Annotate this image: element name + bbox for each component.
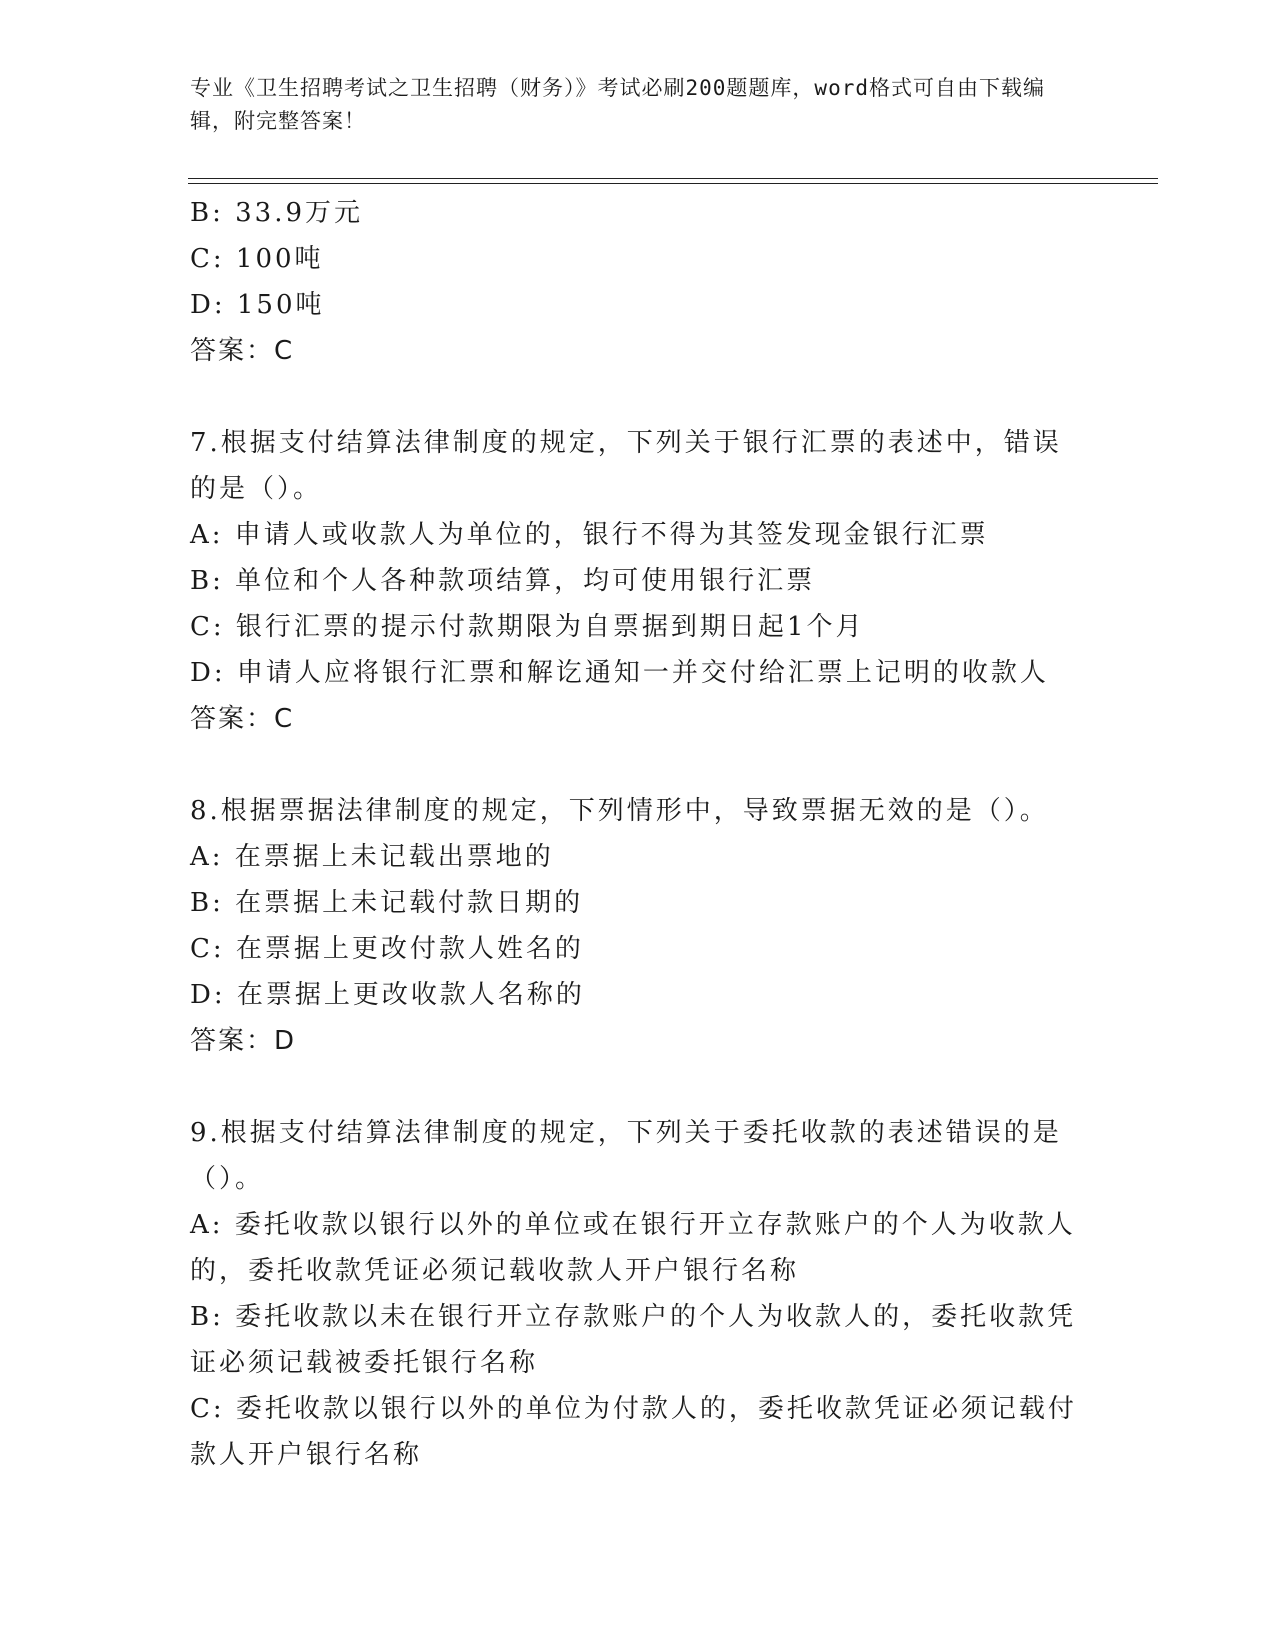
- option-a: A: 申请人或收款人为单位的，银行不得为其签发现金银行汇票: [190, 520, 989, 550]
- answer-line: 答案：D: [190, 1026, 297, 1056]
- option-d: D: 150吨: [190, 290, 325, 320]
- question-8: [190, 788, 1090, 1064]
- option-c: C: 在票据上更改付款人姓名的: [190, 934, 584, 964]
- answer-line: 答案：C: [190, 704, 295, 734]
- option-b: B: 在票据上未记载付款日期的: [190, 888, 584, 918]
- option-c: C: 银行汇票的提示付款期限为自票据到期日起1个月: [190, 612, 865, 642]
- option-a: A: 在票据上未记载出票地的: [190, 842, 554, 872]
- option-d: D: 申请人应将银行汇票和解讫通知一并交付给汇票上记明的收款人: [190, 658, 1049, 688]
- question-7: [190, 420, 1090, 742]
- document-body: [190, 190, 1090, 1478]
- answer-line: 答案：C: [190, 336, 295, 366]
- option-b: B: 单位和个人各种款项结算，均可使用银行汇票: [190, 566, 816, 596]
- spacer: [190, 1064, 1090, 1110]
- option-d: D: 在票据上更改收款人名称的: [190, 980, 585, 1010]
- question-stem: 9.根据支付结算法律制度的规定，下列关于委托收款的表述错误的是（）。: [190, 1118, 1062, 1194]
- question-9: [190, 1110, 1090, 1478]
- header-rule-top: [188, 178, 1158, 179]
- option-b: B: 委托收款以未在银行开立存款账户的个人为收款人的，委托收款凭证必须记载被委托银行名称: [190, 1302, 1077, 1378]
- option-b: B: 33.9万元: [190, 198, 364, 228]
- option-a: A: 委托收款以银行以外的单位或在银行开立存款账户的个人为收款人的，委托收款凭证必须记载收款人开户银行名称: [190, 1210, 1076, 1286]
- header-rule-bottom: [188, 183, 1158, 184]
- page-header: 专业《卫生招聘考试之卫生招聘（财务）》考试必刷200题题库，word格式可自由下载编辑，附完整答案！: [190, 76, 1045, 133]
- question-stem: 7.根据支付结算法律制度的规定，下列关于银行汇票的表述中，错误的是（）。: [190, 428, 1062, 504]
- spacer: [190, 374, 1090, 420]
- option-c: C: 委托收款以银行以外的单位为付款人的，委托收款凭证必须记载付款人开户银行名称: [190, 1394, 1077, 1470]
- option-c: C: 100吨: [190, 244, 324, 274]
- question-6: [190, 190, 1090, 374]
- question-stem: 8.根据票据法律制度的规定，下列情形中，导致票据无效的是（）。: [190, 796, 1049, 826]
- spacer: [190, 742, 1090, 788]
